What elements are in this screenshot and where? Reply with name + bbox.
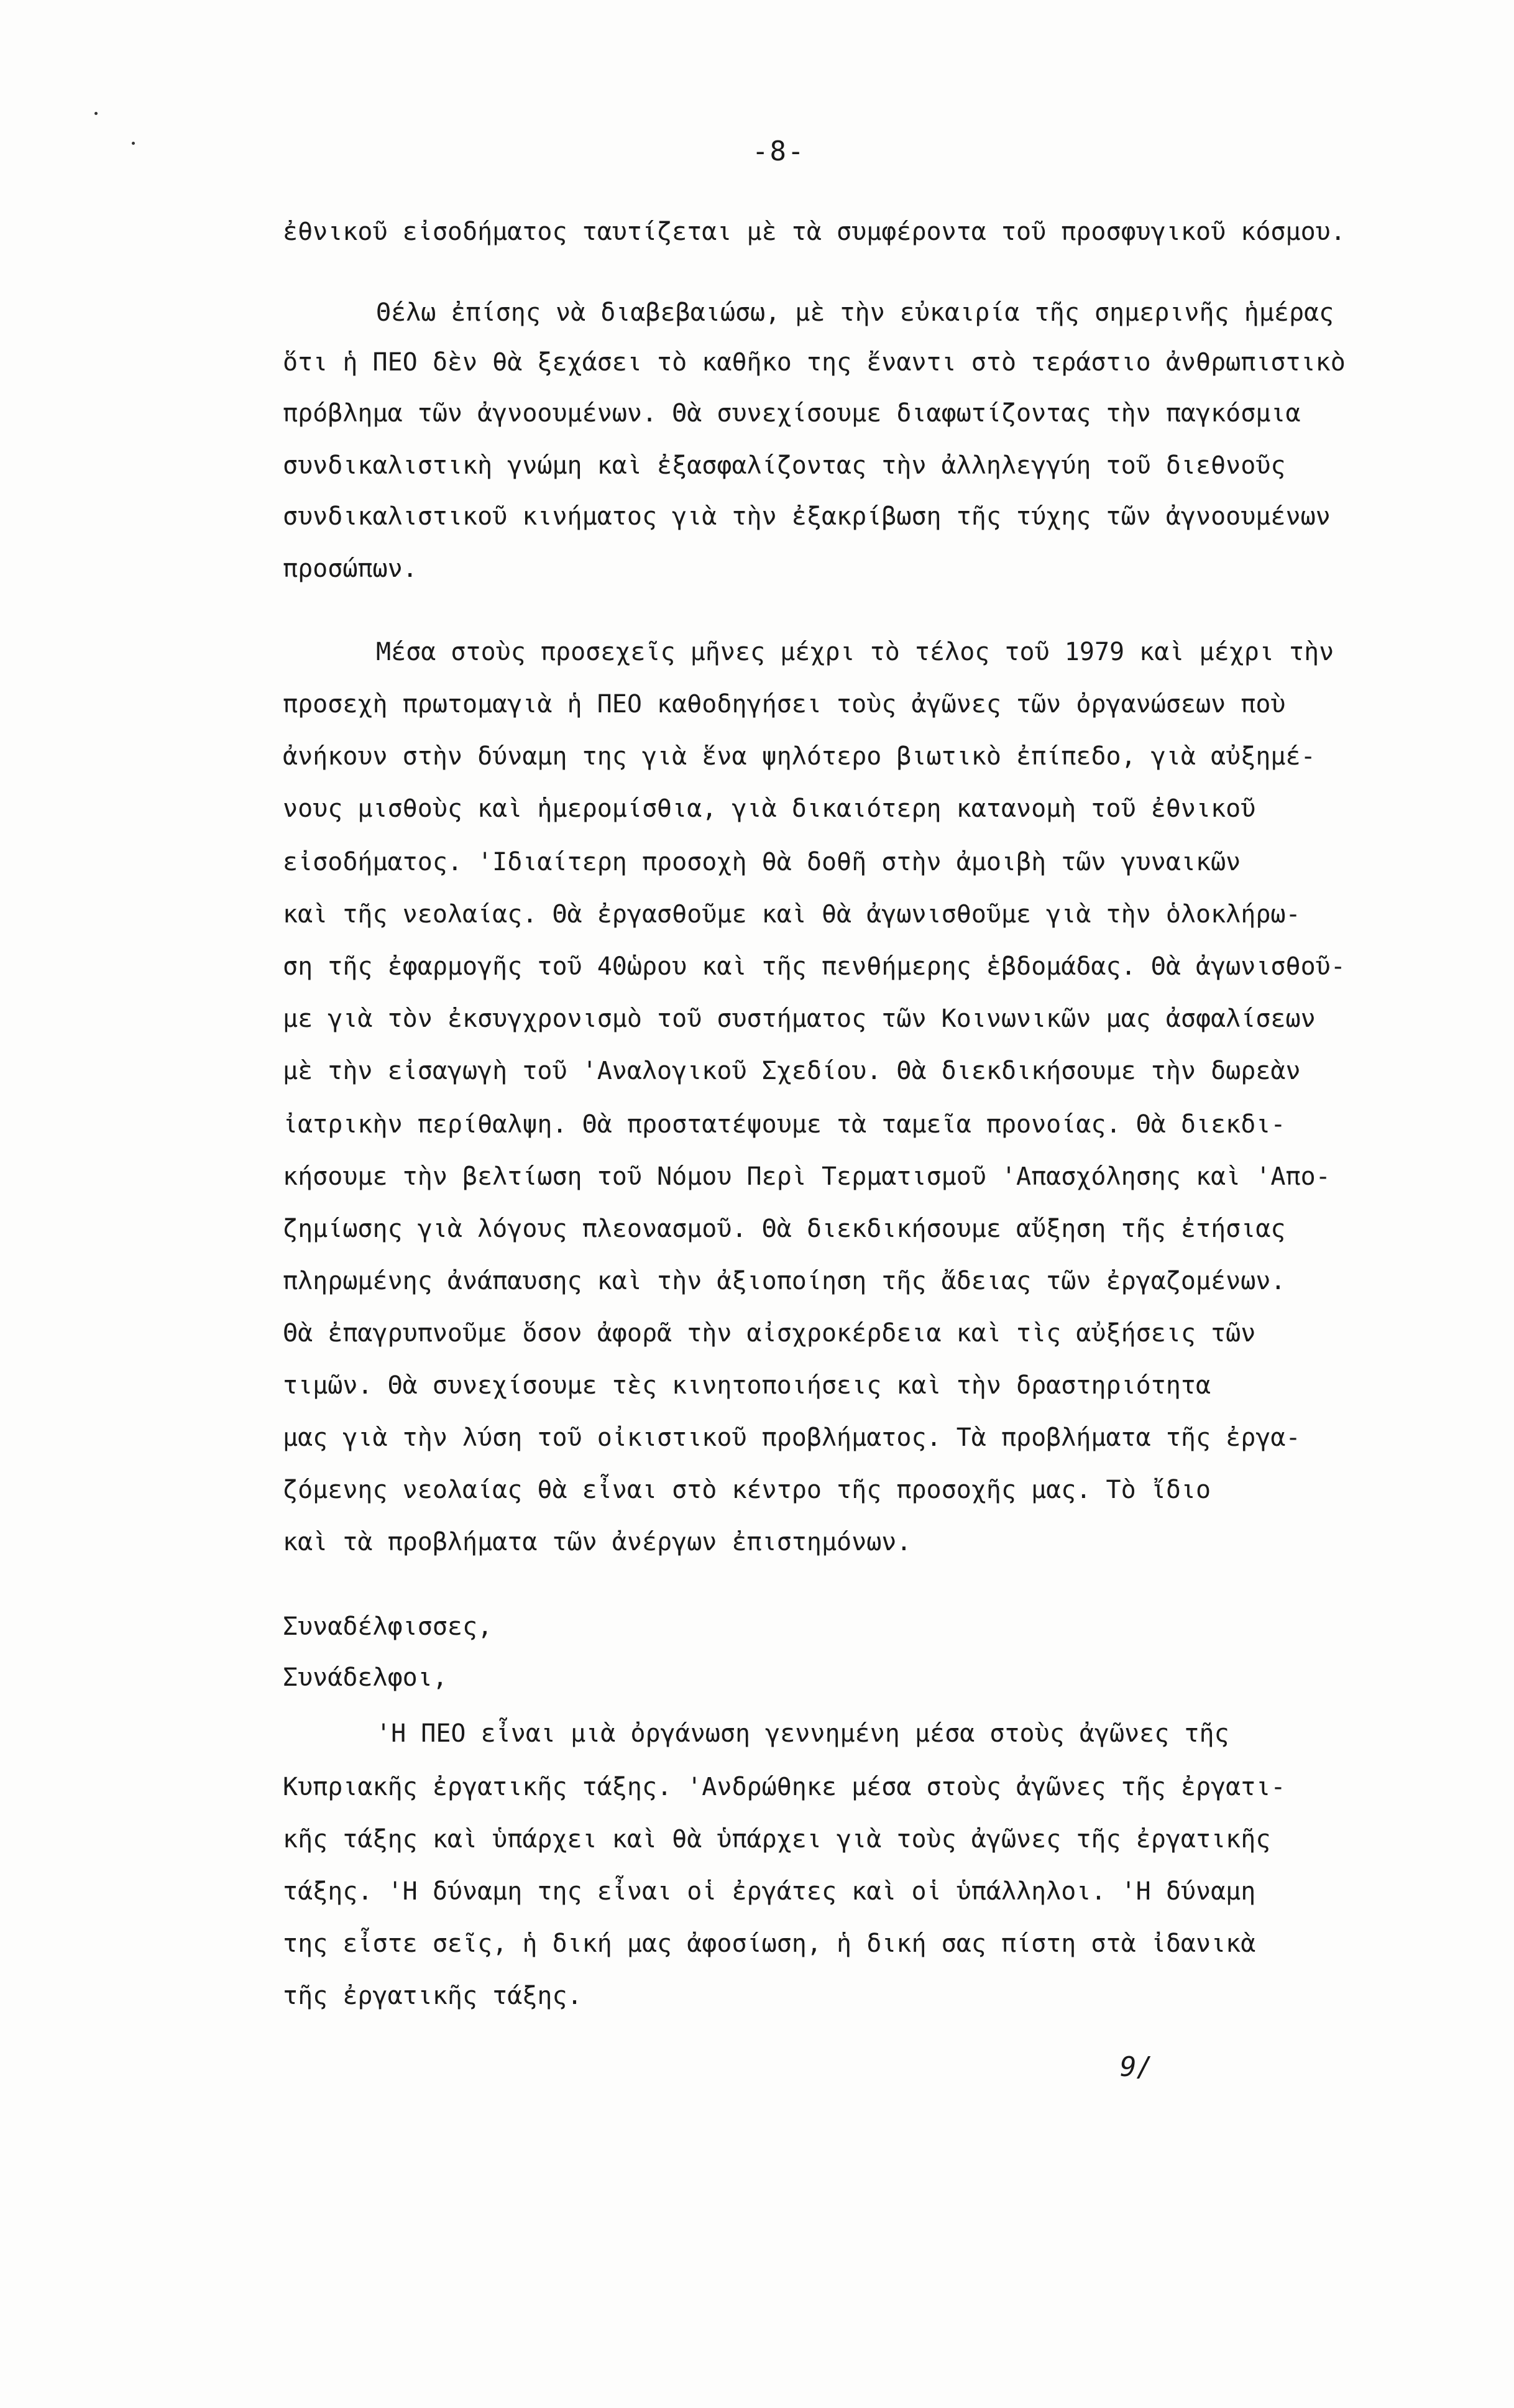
text-line: ὅτι ἡ ΠΕΟ δὲν θὰ ξεχάσει τὸ καθῆκο της ἔναντι στὸ τεράστιο ἀνθρωπιστικὸ [283,348,1346,377]
scan-speck [132,142,135,145]
text-line: με γιὰ τὸν ἐκσυγχρονισμὸ τοῦ συστήματος τῶν Κοινωνικῶν μας ἀσφαλίσεων [283,1004,1316,1033]
text-line: ση τῆς ἐφαρμογῆς τοῦ 40ὡρου καὶ τῆς πενθήμερης ἑβδομάδας. Θὰ ἀγωνισθοῦ- [283,952,1346,981]
text-line: τιμῶν. Θὰ συνεχίσουμε τὲς κινητοποιήσεις καὶ τὴν δραστηριότητα [283,1371,1211,1400]
text-line: κήσουμε τὴν βελτίωση τοῦ Νόμου Περὶ Τερματισμοῦ 'Απασχόλησης καὶ 'Απο- [283,1162,1331,1191]
text-line: πληρωμένης ἀνάπαυσης καὶ τὴν ἀξιοποίηση τῆς ἄδειας τῶν ἐργαζομένων. [283,1267,1286,1295]
text-line: μὲ τὴν εἰσαγωγὴ τοῦ 'Αναλογικοῦ Σχεδίου. Θὰ διεκδικήσουμε τὴν δωρεὰν [283,1057,1301,1085]
text-line: ἀνήκουν στὴν δύναμη της γιὰ ἕνα ψηλότερο βιωτικὸ ἐπίπεδο, γιὰ αὐξημέ- [283,742,1316,771]
text-line: εἰσοδήματος. 'Ιδιαίτερη προσοχὴ θὰ δοθῆ στὴν ἀμοιβὴ τῶν γυναικῶν [283,848,1241,876]
text-line: κῆς τάξης καὶ ὑπάρχει καὶ θὰ ὑπάρχει γιὰ τοὺς ἀγῶνες τῆς ἐργατικῆς [283,1825,1271,1854]
text-line: μας γιὰ τὴν λύση τοῦ οἰκιστικοῦ προβλήματος. Τὰ προβλήματα τῆς ἐργα- [283,1423,1301,1452]
text-line: καὶ τῆς νεολαίας. Θὰ ἐργασθοῦμε καὶ θὰ ἀγωνισθοῦμε γιὰ τὴν ὁλοκλήρω- [283,900,1301,929]
text-line: προσώπων. [283,554,418,583]
text-line: ζημίωσης γιὰ λόγους πλεονασμοῦ. Θὰ διεκδικήσουμε αὔξηση τῆς ἐτήσιας [283,1215,1286,1243]
text-line: καὶ τὰ προβλήματα τῶν ἀνέργων ἐπιστημόνων. [283,1528,912,1556]
salutation-line: Συνάδελφοι, [283,1663,447,1692]
text-line: πρόβλημα τῶν ἀγνοουμένων. Θὰ συνεχίσουμε διαφωτίζοντας τὴν παγκόσμια [283,399,1301,428]
page-number: -8- [752,136,805,167]
scan-speck [94,112,98,115]
next-page-reference: 9/ [1120,2051,1153,2083]
text-line: νους μισθοὺς καὶ ἡμερομίσθια, γιὰ δικαιότερη κατανομὴ τοῦ ἐθνικοῦ [283,794,1256,823]
text-line: τῆς ἐργατικῆς τάξης. [283,1982,582,2010]
text-line: τάξης. 'Η δύναμη της εἶναι οἱ ἐργάτες καὶ οἱ ὑπάλληλοι. 'Η δύναμη [283,1877,1256,1906]
text-line: της εἶστε σεῖς, ἡ δική μας ἀφοσίωση, ἡ δική σας πίστη στὰ ἰδανικὰ [283,1929,1256,1958]
text-line: Θέλω ἐπίσης νὰ διαβεβαιώσω, μὲ τὴν εὐκαιρία τῆς σημερινῆς ἡμέρας [376,298,1334,327]
letter-body [283,0,1439,2408]
salutation-line: Συναδέλφισσες, [283,1612,493,1641]
text-line: ἐθνικοῦ εἰσοδήματος ταυτίζεται μὲ τὰ συμφέροντα τοῦ προσφυγικοῦ κόσμου. [283,218,1346,246]
text-line: ζόμενης νεολαίας θὰ εἶναι στὸ κέντρο τῆς προσοχῆς μας. Τὸ ἴδιο [283,1476,1211,1504]
text-line: προσεχὴ πρωτομαγιὰ ἡ ΠΕΟ καθοδηγήσει τοὺς ἀγῶνες τῶν ὀργανώσεων ποὺ [283,690,1286,719]
text-line: συνδικαλιστικοῦ κινήματος γιὰ τὴν ἐξακρίβωση τῆς τύχης τῶν ἀγνοουμένων [283,502,1331,531]
text-line: 'Η ΠΕΟ εἶναι μιὰ ὀργάνωση γεννημένη μέσα στοὺς ἀγῶνες τῆς [376,1719,1229,1748]
text-line: συνδικαλιστικὴ γνώμη καὶ ἐξασφαλίζοντας τὴν ἀλληλεγγύη τοῦ διεθνοῦς [283,451,1286,480]
text-line: Μέσα στοὺς προσεχεῖς μῆνες μέχρι τὸ τέλος τοῦ 1979 καὶ μέχρι τὴν [376,638,1334,666]
text-line: Κυπριακῆς ἐργατικῆς τάξης. 'Ανδρώθηκε μέσα στοὺς ἀγῶνες τῆς ἐργατι- [283,1773,1286,1801]
text-line: ἰατρικὴν περίθαλψη. Θὰ προστατέψουμε τὰ ταμεῖα προνοίας. Θὰ διεκδι- [283,1110,1286,1139]
text-line: Θὰ ἐπαγρυπνοῦμε ὅσον ἀφορᾶ τὴν αἰσχροκέρδεια καὶ τὶς αὐξήσεις τῶν [283,1319,1256,1348]
